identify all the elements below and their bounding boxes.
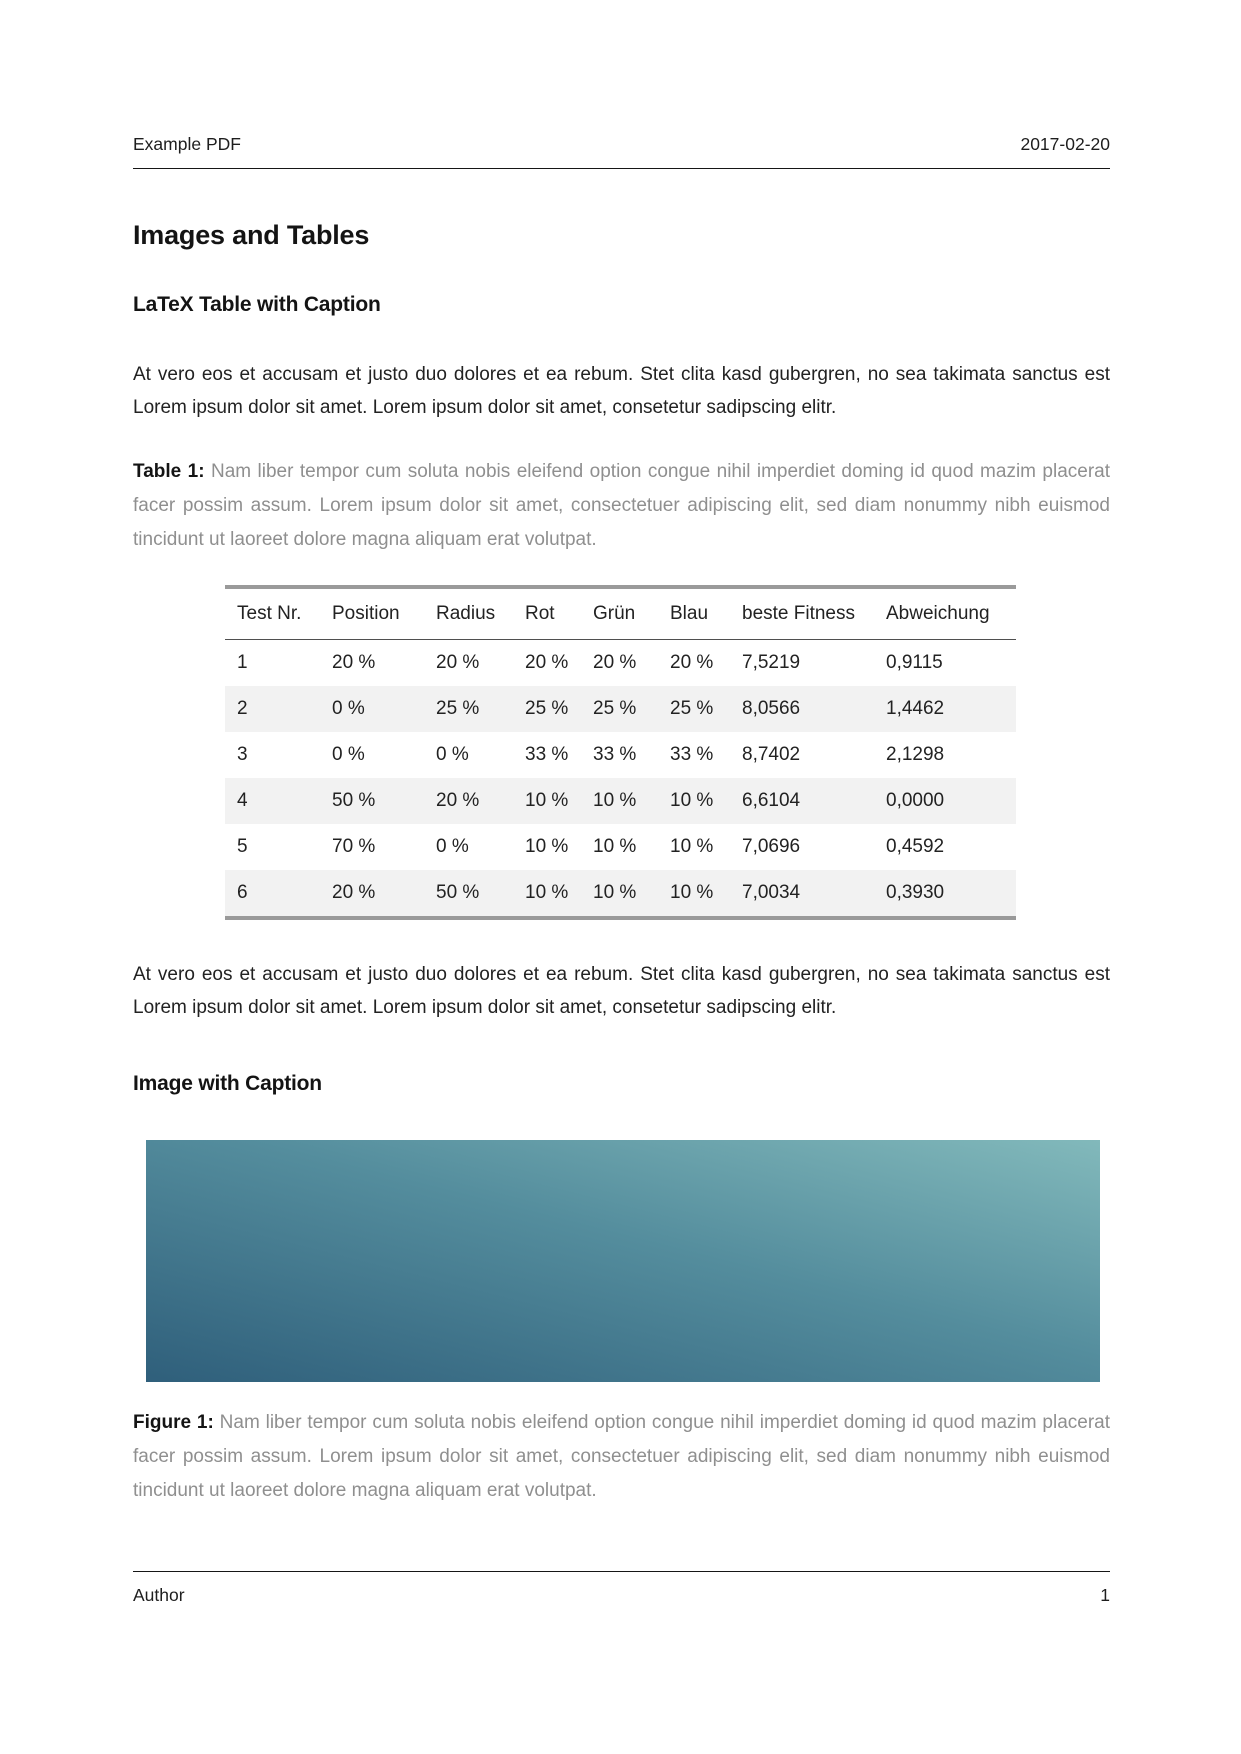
table-cell: 20 % <box>436 652 480 673</box>
table-cell: 50 % <box>436 882 480 903</box>
table-cell: 0,0000 <box>886 790 945 811</box>
figure-caption <box>133 1406 1110 1508</box>
table-cell: 20 % <box>670 652 714 673</box>
table-cell: 8,7402 <box>742 744 801 765</box>
table-cell: 20 % <box>332 882 376 903</box>
figure-caption-text: Nam liber tempor cum soluta nobis eleifend option congue nihil imperdiet doming id quod mazim placerat facer possim assum. Lorem ipsum dolor sit amet, consectetuer adipiscing elit, sed diam nonummy nibh euismod tincidunt ut laoreet dolore magna aliquam erat volutpat. <box>133 1412 1111 1501</box>
table-cell: 6,6104 <box>742 790 801 811</box>
table-header-cell: Grün <box>581 587 658 640</box>
table-cell: 25 % <box>670 698 714 719</box>
footer-author: Author <box>133 1585 185 1605</box>
table-row <box>225 824 1016 870</box>
footer-page-number: 1 <box>1100 1585 1110 1605</box>
table-cell: 0,3930 <box>886 882 945 903</box>
table-cell: 70 % <box>332 836 376 857</box>
table-cell: 25 % <box>525 698 569 719</box>
results-table-wrap <box>225 585 1016 920</box>
table-row <box>225 732 1016 778</box>
page-footer <box>133 1571 1110 1606</box>
figure-caption-label: Figure 1: <box>133 1412 214 1433</box>
table-cell: 50 % <box>332 790 376 811</box>
results-table-body <box>225 640 1016 919</box>
table-cell: 25 % <box>436 698 480 719</box>
table-caption-label: Table 1: <box>133 461 205 482</box>
table-cell: 0,9115 <box>886 652 943 673</box>
table-cell: 8,0566 <box>742 698 801 719</box>
table-cell: 4 <box>237 790 248 811</box>
figure-gradient-image <box>146 1140 1100 1382</box>
table-cell: 33 % <box>525 744 569 765</box>
table-cell: 2 <box>237 698 248 719</box>
section-title: Images and Tables <box>133 220 370 250</box>
table-cell: 0 % <box>436 836 469 857</box>
outro-paragraph: At vero eos et accusam et justo duo dolores et ea rebum. Stet clita kasd gubergren, no sea takimata sanctus est Lorem ipsum dolor sit amet. Lorem ipsum dolor sit amet, consetetur sadipscing elitr. <box>133 964 1110 1018</box>
table-row <box>225 778 1016 824</box>
table-cell: 10 % <box>593 836 637 857</box>
table-cell: 20 % <box>436 790 480 811</box>
table-cell: 33 % <box>593 744 637 765</box>
table-cell: 5 <box>237 836 248 857</box>
table-header-cell: Rot <box>513 587 581 640</box>
subsection-title-table: LaTeX Table with Caption <box>133 293 381 316</box>
table-caption <box>133 455 1110 557</box>
table-cell: 10 % <box>593 882 637 903</box>
table-header-cell: Radius <box>424 587 513 640</box>
table-cell: 10 % <box>525 790 569 811</box>
table-cell: 20 % <box>593 652 637 673</box>
table-cell: 1 <box>237 652 248 673</box>
table-cell: 10 % <box>525 882 569 903</box>
table-cell: 20 % <box>332 652 376 673</box>
table-caption-text: Nam liber tempor cum soluta nobis eleifend option congue nihil imperdiet doming id quod mazim placerat facer possim assum. Lorem ipsum dolor sit amet, consectetuer adipiscing elit, sed diam nonummy nibh euismod tincidunt ut laoreet dolore magna aliquam erat volutpat. <box>133 461 1111 550</box>
intro-paragraph: At vero eos et accusam et justo duo dolores et ea rebum. Stet clita kasd gubergren, no sea takimata sanctus est Lorem ipsum dolor sit amet. Lorem ipsum dolor sit amet, consetetur sadipscing elitr. <box>133 364 1110 418</box>
table-cell: 10 % <box>670 882 714 903</box>
results-table <box>225 585 1016 920</box>
table-cell: 33 % <box>670 744 714 765</box>
table-cell: 6 <box>237 882 248 903</box>
table-cell: 3 <box>237 744 248 765</box>
table-row <box>225 640 1016 687</box>
table-row <box>225 686 1016 732</box>
table-cell: 10 % <box>670 790 714 811</box>
table-cell: 10 % <box>593 790 637 811</box>
table-header-cell: Test Nr. <box>225 587 320 640</box>
table-header-cell: Abweichung <box>874 587 1016 640</box>
table-cell: 7,5219 <box>742 652 801 673</box>
table-cell: 7,0034 <box>742 882 801 903</box>
header-title: Example PDF <box>133 134 241 154</box>
table-cell: 10 % <box>670 836 714 857</box>
table-cell: 1,4462 <box>886 698 945 719</box>
table-cell: 10 % <box>525 836 569 857</box>
subsection-title-image: Image with Caption <box>133 1072 322 1095</box>
table-cell: 0,4592 <box>886 836 945 857</box>
table-cell: 25 % <box>593 698 637 719</box>
table-cell: 0 % <box>332 744 365 765</box>
table-header-row <box>225 587 1016 640</box>
table-header-cell: Position <box>320 587 424 640</box>
table-cell: 2,1298 <box>886 744 945 765</box>
header-date: 2017-02-20 <box>1020 134 1110 154</box>
table-header-cell: beste Fitness <box>730 587 874 640</box>
table-header-cell: Blau <box>658 587 730 640</box>
table-cell: 0 % <box>332 698 365 719</box>
table-cell: 20 % <box>525 652 569 673</box>
table-row <box>225 870 1016 918</box>
page-header <box>133 134 1110 169</box>
table-cell: 0 % <box>436 744 469 765</box>
table-cell: 7,0696 <box>742 836 801 857</box>
